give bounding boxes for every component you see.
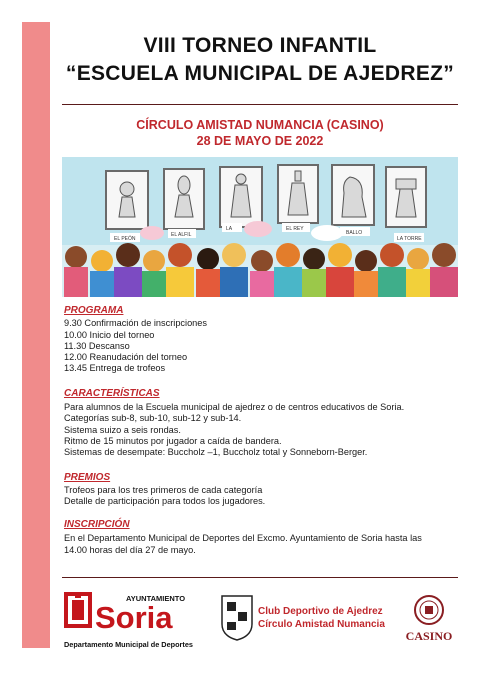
header-divider (62, 104, 458, 105)
soria-logo-svg (62, 590, 207, 652)
club-logo-svg (218, 592, 388, 642)
club-name-line1: Club Deportivo de Ajedrez (258, 606, 383, 617)
page-title-line2: “ESCUELA MUNICIPAL DE AJEDREZ” (65, 62, 455, 85)
chess-kids-illustration (62, 157, 458, 297)
inscripcion-heading: INSCRIPCIÓN (64, 519, 130, 530)
casino-emblem-icon (415, 596, 443, 624)
soria-logo (62, 590, 207, 652)
programa-heading: PROGRAMA (64, 305, 124, 316)
banner-label-torre: LA TORRE (397, 236, 422, 242)
footer-divider (62, 577, 458, 578)
caracteristicas-item: Ritmo de 15 minutos por jugador a caída de bandera. (64, 436, 282, 446)
casino-logo (396, 594, 462, 644)
premios-heading: PREMIOS (64, 472, 111, 483)
caracteristicas-heading: CARACTERÍSTICAS (64, 388, 160, 399)
caracteristicas-item: Sistemas de desempate: Buccholz –1, Buccholz total y Sonneborn-Berger. (64, 447, 368, 457)
inscripcion-item: 14.00 horas del día 27 de mayo. (64, 545, 196, 555)
programa-item: 9.30 Confirmación de inscripciones (64, 318, 207, 328)
caracteristicas-item: Para alumnos de la Escuela municipal de ajedrez o de centros educativos de Soria. (64, 402, 405, 412)
banner-label-alfil: EL ALFIL (171, 232, 192, 238)
programa-item: 12.00 Reanudación del torneo (64, 352, 188, 362)
banner-label-rey: EL REY (286, 226, 304, 232)
decorative-side-bar (22, 22, 50, 648)
club-crest-icon (222, 596, 252, 640)
club-name-line2: Círculo Amistad Numancia (258, 619, 385, 630)
soria-wordmark: Soria (95, 600, 173, 635)
premios-item: Detalle de participación para todos los jugadores. (64, 496, 266, 506)
banner-label-caballo: BALLO (346, 230, 363, 236)
inscripcion-item: En el Departamento Municipal de Deportes del Excmo. Ayuntamiento de Soria hasta las (64, 533, 422, 543)
event-date: 28 DE MAYO DE 2022 (196, 134, 324, 148)
programa-item: 13.45 Entrega de trofeos (64, 363, 166, 373)
venue-text: CÍRCULO AMISTAD NUMANCIA (CASINO) (136, 118, 384, 132)
soria-shield-icon (64, 592, 92, 628)
premios-item: Trofeos para los tres primeros de cada categoría (64, 485, 263, 495)
caracteristicas-item: Categorías sub-8, sub-10, sub-12 y sub-14. (64, 413, 242, 423)
page-title-line1: VIII TORNEO INFANTIL (143, 34, 377, 57)
programa-item: 10.00 Inicio del torneo (64, 330, 155, 340)
programa-item: 11.30 Descanso (64, 341, 130, 351)
soria-department-text: Departamento Municipal de Deportes (64, 640, 193, 649)
soria-ayuntamiento-text: AYUNTAMIENTO (126, 594, 186, 603)
banner-label-la: LA (226, 226, 233, 232)
club-logo (218, 592, 388, 642)
casino-logo-svg (396, 594, 462, 644)
banner-label-peon: EL PEÓN (114, 236, 136, 242)
casino-wordmark: CASINO (405, 629, 453, 643)
illustration-svg (62, 157, 458, 297)
caracteristicas-item: Sistema suizo a seis rondas. (64, 425, 181, 435)
